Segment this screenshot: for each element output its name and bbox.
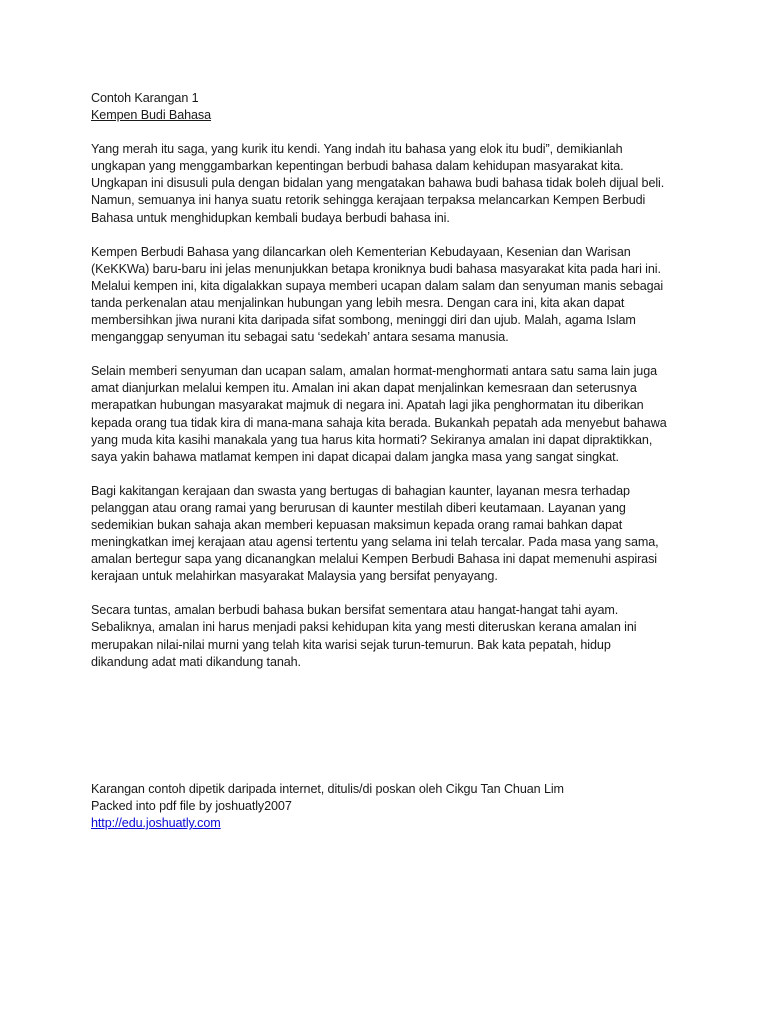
- footer-credit: Karangan contoh dipetik daripada internet, ditulis/di poskan oleh Cikgu Tan Chuan Lim: [91, 782, 564, 796]
- paragraph-line: Secara tuntas, amalan berbudi bahasa bukan bersifat sementara atau hangat-hangat tahi ayam.: [91, 603, 619, 618]
- paragraph-line: yang muda kita kasihi manakala yang tua harus kita hormati? Sekiranya amalan ini dapat dipraktikkan,: [91, 432, 653, 447]
- essay-paragraphs: [91, 141, 691, 671]
- paragraph-line: Yang merah itu saga, yang kurik itu kendi. Yang indah itu bahasa yang elok itu budi”, demikianlah: [91, 142, 623, 157]
- paragraph: [91, 244, 691, 347]
- paragraph-line: Namun, semuanya ini hanya suatu retorik sehingga kerajaan terpaksa melancarkan Kempen Berbudi: [91, 193, 646, 208]
- document-subtitle: Kempen Budi Bahasa: [91, 108, 212, 123]
- paragraph-line: kerajaan untuk melahirkan masyarakat Malaysia yang bersifat penyayang.: [91, 569, 498, 584]
- paragraph-line: Selain memberi senyuman dan ucapan salam, amalan hormat-menghormati antara satu sama lain juga: [91, 364, 658, 379]
- document-footer: [91, 781, 691, 832]
- paragraph: [91, 141, 691, 226]
- paragraph-line: (KeKKWa) baru-baru ini jelas menunjukkan betapa kroniknya budi bahasa masyarakat kita pada hari ini.: [91, 261, 661, 276]
- footer-link[interactable]: http://edu.joshuatly.com: [91, 816, 221, 831]
- paragraph-line: ungkapan yang menggambarkan kepentingan berbudi bahasa dalam kehidupan masyarakat kita.: [91, 159, 624, 174]
- paragraph-line: kepada orang tua tidak kira di mana-mana sahaja kita berada. Bukankah pepatah ada menyebut bahawa: [91, 415, 667, 430]
- paragraph: [91, 483, 691, 586]
- paragraph-line: dikandung adat mati dikandung tanah.: [91, 654, 301, 669]
- paragraph: [91, 363, 691, 466]
- paragraph-line: Ungkapan ini disusuli pula dengan bidalan yang mengatakan bahawa budi bahasa tidak boleh dijual beli.: [91, 176, 665, 191]
- paragraph: [91, 602, 691, 670]
- paragraph-line: tanda perkenalan atau menjalinkan hubungan yang lebih mesra. Dengan cara ini, kita akan dapat: [91, 295, 625, 310]
- document-title: Contoh Karangan 1: [91, 91, 199, 105]
- paragraph-line: Bahasa untuk menghidupkan kembali budaya berbudi bahasa ini.: [91, 210, 450, 225]
- paragraph-line: pelanggan atau orang ramai yang berurusan di kaunter mestilah diberi keutamaan. Layanan yang: [91, 500, 626, 515]
- document-body: [91, 90, 691, 688]
- paragraph-line: amalan bertegur sapa yang dicanangkan melalui Kempen Berbudi Bahasa ini dapat memenuhi aspirasi: [91, 552, 657, 567]
- paragraph-line: Melalui kempen ini, kita digalakkan supaya memberi ucapan dalam salam dan senyuman manis sebagai: [91, 278, 664, 293]
- paragraph-line: menganggap senyuman itu sebagai satu ‘sedekah’ antara sesama manusia.: [91, 330, 509, 345]
- paragraph-line: Bagi kakitangan kerajaan dan swasta yang bertugas di bahagian kaunter, layanan mesra terhadap: [91, 483, 630, 498]
- paragraph-line: sedemikian bukan sahaja akan memberi kepuasan maksimun kepada orang ramai bahkan dapat: [91, 517, 623, 532]
- paragraph-line: merapatkan hubungan masyarakat majmuk di negara ini. Apatah lagi jika penghormatan itu diberikan: [91, 398, 644, 413]
- paragraph-line: merupakan nilai-nilai murni yang telah kita warisi sejak turun-temurun. Bak kata pepatah, hidup: [91, 637, 611, 652]
- paragraph-line: Kempen Berbudi Bahasa yang dilancarkan oleh Kementerian Kebudayaan, Kesenian dan Warisan: [91, 244, 631, 259]
- paragraph-line: Sebaliknya, amalan ini harus menjadi paksi kehidupan kita yang mesti diteruskan kerana amalan ini: [91, 620, 637, 635]
- paragraph-line: saya yakin bahawa matlamat kempen ini dapat dicapai dalam jangka masa yang sangat singkat.: [91, 449, 619, 464]
- footer-packed: Packed into pdf file by joshuatly2007: [91, 799, 292, 814]
- paragraph-line: membersihkan jiwa nurani kita daripada sifat sombong, meninggi diri dan ujub. Malah, agama Islam: [91, 313, 636, 328]
- paragraph-line: meningkatkan imej kerajaan atau agensi tertentu yang selama ini telah tercalar. Pada masa yang sama,: [91, 535, 659, 550]
- paragraph-line: amat dianjurkan melalui kempen itu. Amalan ini akan dapat menjalinkan kemesraan dan seterusnya: [91, 381, 637, 396]
